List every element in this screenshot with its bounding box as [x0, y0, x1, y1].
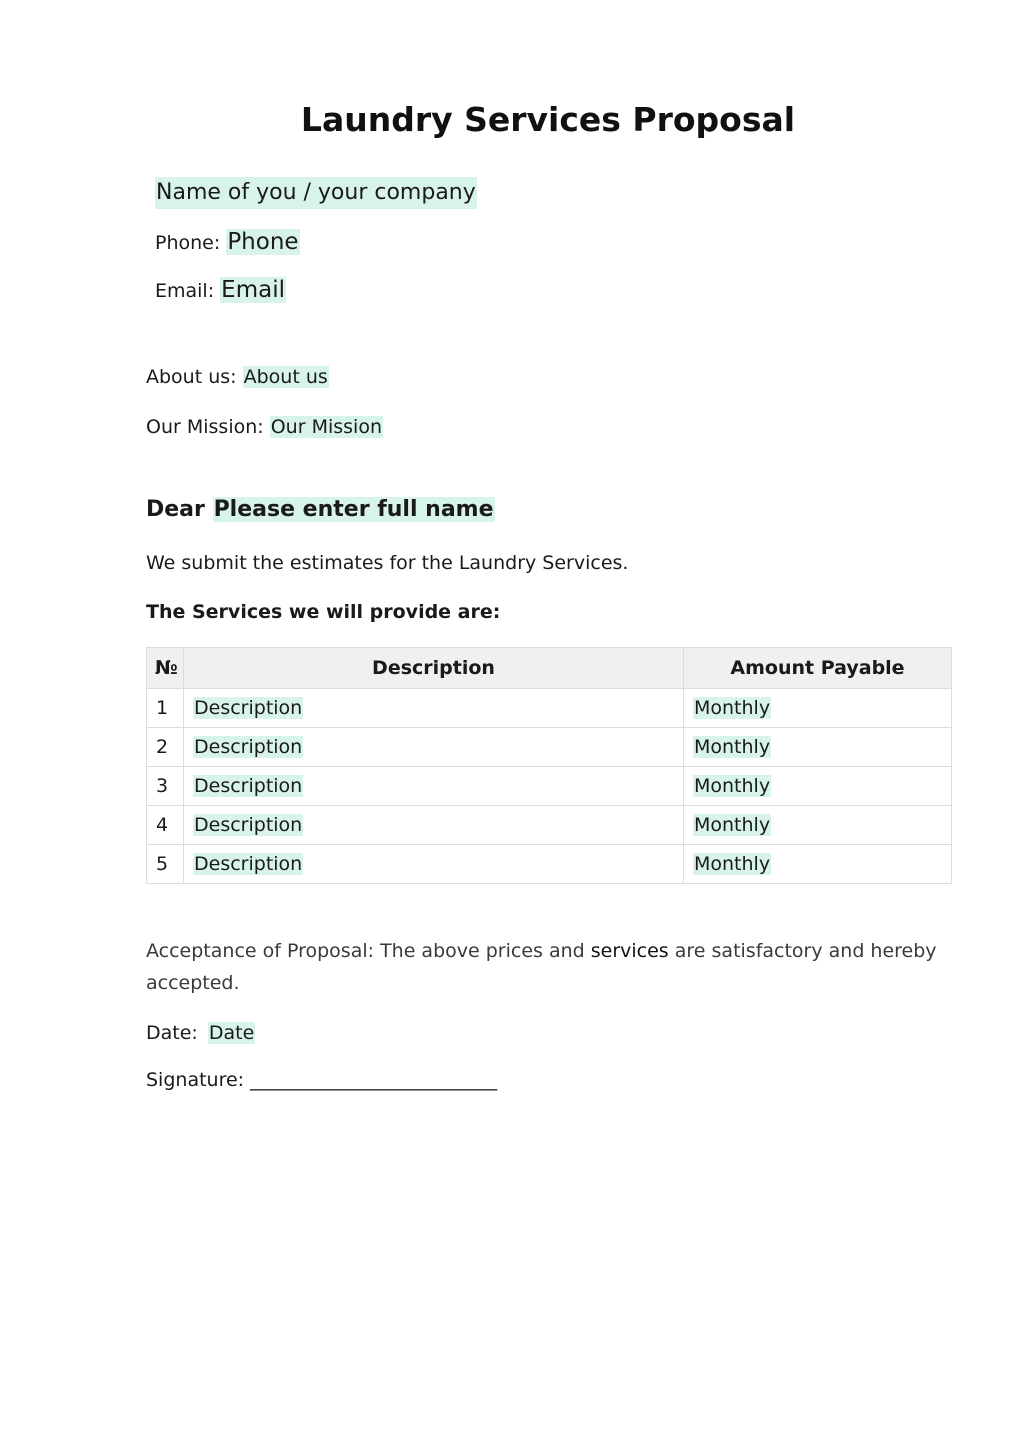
- about-label: About us:: [146, 366, 237, 388]
- company-name-field[interactable]: Name of you / your company: [155, 177, 477, 209]
- date-label: Date:: [146, 1022, 198, 1044]
- table-row: [147, 767, 952, 806]
- amount-cell: [684, 806, 952, 845]
- row-number: 2: [147, 728, 184, 767]
- description-cell: [184, 845, 684, 884]
- description-field[interactable]: Description: [194, 775, 303, 797]
- table-row: [147, 845, 952, 884]
- amount-field[interactable]: Monthly: [694, 814, 771, 836]
- about-field[interactable]: About us: [243, 366, 328, 388]
- description-cell: [184, 806, 684, 845]
- header-amount: Amount Payable: [684, 648, 952, 689]
- mission-line: [146, 413, 383, 441]
- email-field[interactable]: Email: [221, 277, 285, 303]
- recipient-name-field[interactable]: Please enter full name: [213, 497, 494, 522]
- phone-field[interactable]: Phone: [227, 229, 299, 255]
- amount-cell: [684, 767, 952, 806]
- amount-cell: [684, 728, 952, 767]
- amount-field[interactable]: Monthly: [694, 853, 771, 875]
- description-field[interactable]: Description: [194, 853, 303, 875]
- intro-text: We submit the estimates for the Laundry Services.: [146, 552, 629, 574]
- row-number: 5: [147, 845, 184, 884]
- about-line: [146, 363, 329, 391]
- amount-cell: [684, 845, 952, 884]
- acceptance-text-part2: are satisfactory and hereby accepted.: [146, 940, 937, 994]
- table-row: [147, 728, 952, 767]
- description-field[interactable]: Description: [194, 736, 303, 758]
- mission-field[interactable]: Our Mission: [270, 416, 382, 438]
- greeting-line: [146, 494, 495, 526]
- amount-field[interactable]: Monthly: [694, 697, 771, 719]
- email-label: Email:: [155, 280, 215, 302]
- table-row: [147, 806, 952, 845]
- date-line: [146, 1019, 255, 1047]
- row-number: 4: [147, 806, 184, 845]
- description-cell: [184, 767, 684, 806]
- header-description: Description: [184, 648, 684, 689]
- dear-label: Dear: [146, 497, 205, 522]
- acceptance-text-part1: Acceptance of Proposal: The above prices and: [146, 940, 591, 962]
- table-row: [147, 689, 952, 728]
- email-line: [155, 274, 286, 307]
- acceptance-text: [146, 935, 951, 999]
- description-field[interactable]: Description: [194, 814, 303, 836]
- description-cell: [184, 689, 684, 728]
- date-field[interactable]: Date: [208, 1022, 255, 1044]
- table-header-row: [147, 648, 952, 689]
- acceptance-text-emphasis: services: [590, 940, 669, 962]
- mission-label: Our Mission:: [146, 416, 264, 438]
- row-number: 3: [147, 767, 184, 806]
- description-cell: [184, 728, 684, 767]
- amount-cell: [684, 689, 952, 728]
- services-table: [146, 647, 952, 884]
- amount-field[interactable]: Monthly: [694, 775, 771, 797]
- amount-field[interactable]: Monthly: [694, 736, 771, 758]
- phone-label: Phone:: [155, 232, 221, 254]
- document-title: Laundry Services Proposal: [300, 100, 796, 139]
- signature-line[interactable]: Signature: __________________________: [146, 1069, 498, 1091]
- header-number: №: [147, 648, 184, 689]
- phone-line: [155, 226, 300, 259]
- row-number: 1: [147, 689, 184, 728]
- services-heading: The Services we will provide are:: [146, 601, 501, 623]
- description-field[interactable]: Description: [194, 697, 303, 719]
